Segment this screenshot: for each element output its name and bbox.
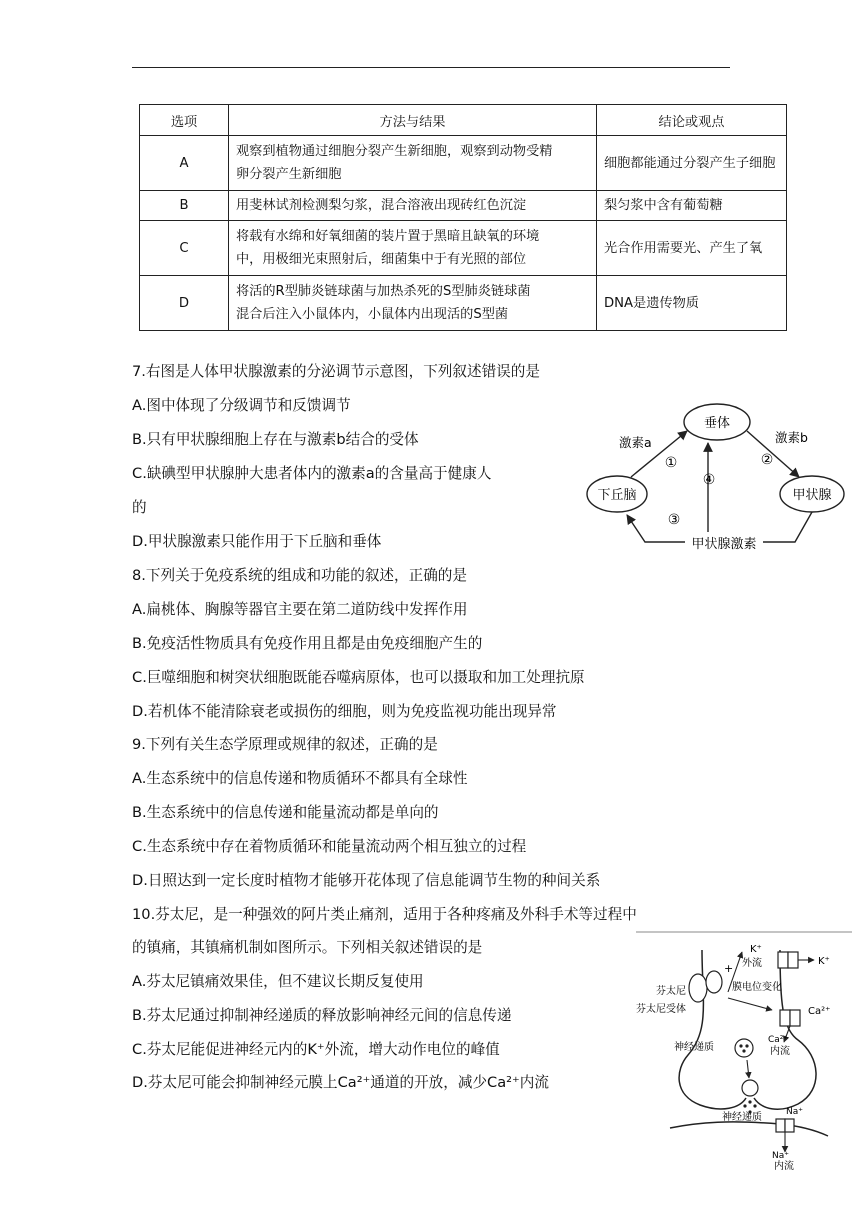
top-rule <box>132 67 730 68</box>
k-channel <box>778 952 788 968</box>
na-plus-in-label: Na⁺ <box>772 1151 789 1161</box>
q8-option-c: C.巨噬细胞和树突状细胞既能吞噬病原体，也可以摄取和加工处理抗原 <box>132 669 585 686</box>
ca-plus-in-label: Ca²⁺ <box>768 1035 789 1045</box>
q10-option-b: B.芬太尼通过抑制神经递质的释放影响神经元间的信息传递 <box>132 1007 512 1024</box>
plus-sign-label: + <box>724 962 734 975</box>
hormone-a-label: 激素a <box>619 435 652 450</box>
row-method: 用斐林试剂检测梨匀浆，混合溶液出现砖红色沉淀 <box>229 191 597 221</box>
fentanyl-receptor-shape <box>689 974 707 1002</box>
row-method: 将载有水绵和好氧细菌的装片置于黑暗且缺氧的环境 中，用极细光束照射后，细菌集中于有光照的部位 <box>229 221 597 276</box>
row-option: B <box>140 191 229 221</box>
row-option: C <box>140 221 229 276</box>
q9-option-a: A.生态系统中的信息传递和物质循环不都具有全球性 <box>132 770 468 787</box>
ca-channel <box>780 1010 790 1026</box>
row-method: 将活的R型肺炎链球菌与加热杀死的S型肺炎链球菌 混合后注入小鼠体内，小鼠体内出现活的S型菌 <box>229 276 597 331</box>
q7-option-a: A.图中体现了分级调节和反馈调节 <box>132 397 351 414</box>
row-conclusion: 光合作用需要光、产生了氧 <box>597 221 787 276</box>
neurotransmitter-label: 神经递质 <box>674 1042 714 1053</box>
q7-option-b: B.只有甲状腺细胞上存在与激素b结合的受体 <box>132 431 419 448</box>
transmitter-dot <box>743 1104 746 1107</box>
step-1-label: ① <box>664 455 678 471</box>
arrow-to-ca-channel <box>728 998 772 1010</box>
table-header-row <box>140 105 787 136</box>
q9-stem: 9.下列有关生态学原理或规律的叙述，正确的是 <box>132 736 438 753</box>
step-4-label: ④ <box>702 472 716 488</box>
header-conclusion: 结论或观点 <box>597 105 787 136</box>
thyroid-label: 甲状腺 <box>792 488 832 503</box>
na-influx-label: 内流 <box>774 1161 794 1170</box>
vesicle-arrow <box>747 1060 749 1078</box>
q8-option-d: D.若机体不能清除衰老或损伤的细胞，则为免疫监视功能出现异常 <box>132 703 557 720</box>
synaptic-vesicle <box>735 1039 753 1057</box>
fentanyl-molecule <box>706 971 722 993</box>
q10-stem: 10.芬太尼，是一种强效的阿片类止痛剂，适用于各种疼痛及外科手术等过程中 <box>132 906 637 923</box>
q7-stem: 7.右图是人体甲状腺激素的分泌调节示意图，下列叙述错误的是 <box>132 363 540 380</box>
options-table <box>139 104 787 331</box>
na-channel <box>776 1119 785 1132</box>
k-plus-label: K⁺ <box>750 944 762 955</box>
step-2-label: ② <box>760 452 774 468</box>
table-row <box>140 276 787 331</box>
hypothalamus-label: 下丘脑 <box>597 488 637 503</box>
postsynaptic-membrane <box>670 1122 828 1136</box>
row-method: 观察到植物通过细胞分裂产生新细胞，观察到动物受精 卵分裂产生新细胞 <box>229 136 597 191</box>
q8-option-b: B.免疫活性物质具有免疫作用且都是由免疫细胞产生的 <box>132 635 483 652</box>
q9-option-b: B.生态系统中的信息传递和能量流动都是单向的 <box>132 804 439 821</box>
q7-option-c-cont: 的 <box>132 499 147 516</box>
table-row <box>140 221 787 276</box>
step-3-label: ③ <box>667 512 681 528</box>
fentanyl-mechanism-diagram <box>630 930 855 1170</box>
vesicle-dot <box>739 1044 742 1047</box>
q8-option-a: A.扁桃体、胸腺等器官主要在第二道防线中发挥作用 <box>132 601 468 618</box>
released-transmitter <box>742 1080 758 1096</box>
neurotransmitter-2-label: 神经递质 <box>722 1112 762 1123</box>
vesicle-dot <box>745 1044 748 1047</box>
q9-option-c: C.生态系统中存在着物质循环和能量流动两个相互独立的过程 <box>132 838 527 855</box>
q8-stem: 8.下列关于免疫系统的组成和功能的叙述，正确的是 <box>132 567 467 584</box>
thyroid-hormone-label: 甲状腺激素 <box>691 537 757 552</box>
k-plus-out-label: K⁺ <box>818 956 830 967</box>
pituitary-label: 垂体 <box>703 416 731 431</box>
row-conclusion: DNA是遗传物质 <box>597 276 787 331</box>
vesicle-dot <box>742 1049 745 1052</box>
header-method: 方法与结果 <box>229 105 597 136</box>
q10-stem-cont: 的镇痛，其镇痛机制如图所示。下列相关叙述错误的是 <box>132 939 483 956</box>
header-option: 选项 <box>140 105 229 136</box>
row-conclusion: 梨匀浆中含有葡萄糖 <box>597 191 787 221</box>
ca-channel-2 <box>790 1010 800 1026</box>
row-conclusion: 细胞都能通过分裂产生子细胞 <box>597 136 787 191</box>
k-efflux-label: 外流 <box>742 958 762 969</box>
table-row <box>140 136 787 191</box>
fentanyl-receptor-label: 芬太尼受体 <box>636 1004 686 1015</box>
membrane-potential-label: 膜电位变化 <box>732 982 782 993</box>
q7-option-c: C.缺碘型甲状腺肿大患者体内的激素a的含量高于健康人 <box>132 465 492 482</box>
thyroid-regulation-diagram <box>585 395 850 560</box>
q10-option-d: D.芬太尼可能会抑制神经元膜上Ca²⁺通道的开放，减少Ca²⁺内流 <box>132 1074 549 1091</box>
ca-influx-label: 内流 <box>770 1046 790 1057</box>
na-plus-label: Na⁺ <box>786 1107 803 1117</box>
q10-option-a: A.芬太尼镇痛效果佳，但不建议长期反复使用 <box>132 973 424 990</box>
q9-option-d: D.日照达到一定长度时植物才能够开花体现了信息能调节生物的种间关系 <box>132 872 601 889</box>
row-option: A <box>140 136 229 191</box>
line-thyroid-hormone <box>763 512 812 542</box>
q10-option-c: C.芬太尼能促进神经元内的K⁺外流，增大动作电位的峰值 <box>132 1041 500 1058</box>
ca-plus-label: Ca²⁺ <box>808 1006 831 1017</box>
transmitter-dot <box>753 1104 756 1107</box>
transmitter-dot <box>748 1100 751 1103</box>
fentanyl-label: 芬太尼 <box>656 986 686 997</box>
na-channel-2 <box>785 1119 794 1132</box>
q7-option-d: D.甲状腺激素只能作用于下丘脑和垂体 <box>132 533 382 550</box>
row-option: D <box>140 276 229 331</box>
hormone-b-label: 激素b <box>775 430 808 445</box>
table-row <box>140 191 787 221</box>
k-channel-2 <box>788 952 798 968</box>
